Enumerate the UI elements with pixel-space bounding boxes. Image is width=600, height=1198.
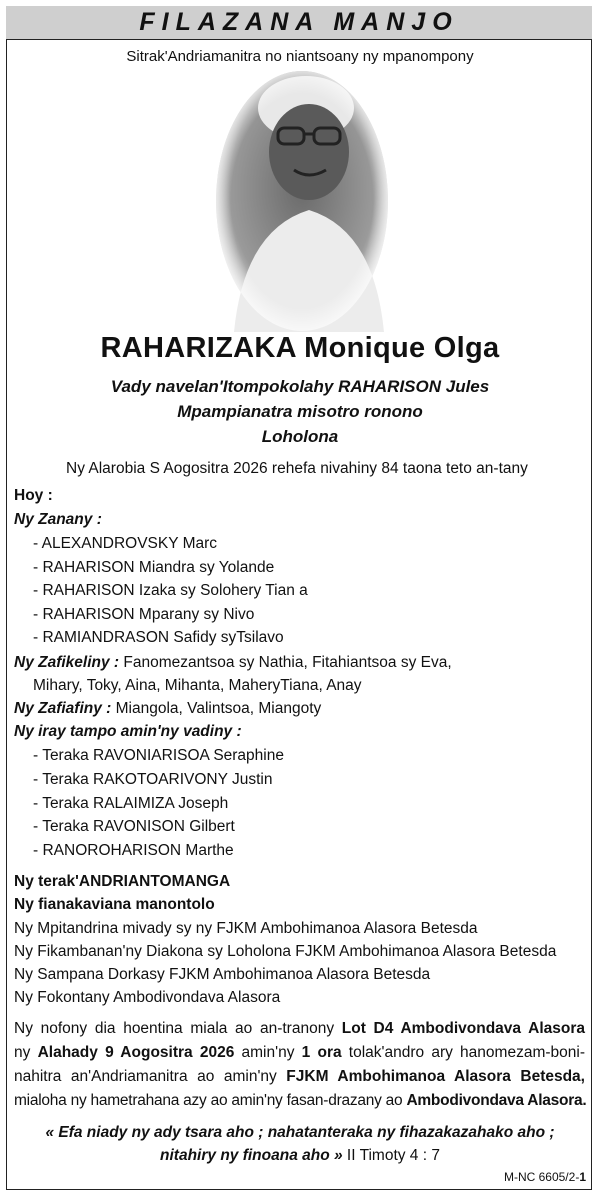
portrait-photo xyxy=(214,70,390,332)
funeral-line-3 xyxy=(14,1068,585,1086)
ad-reference-code: M-NC 6605/2- xyxy=(503,1170,580,1184)
children-label: Ny Zanany : xyxy=(14,511,102,528)
closing-verse-1: « Efa niady ny ady tsara aho ; nahatanteraka ny fihazakazahako aho ; xyxy=(45,1124,555,1141)
child-item: - RAHARISON Miandra sy Yolande xyxy=(33,559,275,576)
grandchildren-names-cont: Mihary, Toky, Aina, Mihanta, MaheryTiana, Anay xyxy=(33,677,362,694)
great-grandchildren-line xyxy=(14,700,321,718)
child-item: - RAHARISON Izaka sy Solohery Tian a xyxy=(33,582,308,599)
funeral-text: tolak'andro ary hanomezam-boni- xyxy=(341,1044,585,1061)
mourner-line: Ny Mpitandrina mivady sy ny FJKM Ambohimanoa Alasora Betesda xyxy=(14,920,478,937)
terak-name: ANDRIANTOMANGA xyxy=(78,873,231,890)
role-elder: Loholona xyxy=(261,427,339,446)
funeral-line-4 xyxy=(14,1092,585,1110)
ad-reference xyxy=(504,1170,586,1184)
great-grandchildren-label: Ny Zafiafiny : xyxy=(14,700,112,717)
funeral-date: Alahady 9 Aogositra 2026 xyxy=(37,1044,235,1061)
funeral-line-1 xyxy=(14,1020,585,1038)
funeral-text: amin'ny xyxy=(234,1044,302,1061)
child-item: - ALEXANDROVSKY Marc xyxy=(33,535,218,552)
terak-prefix: Ny terak' xyxy=(14,873,79,890)
closing-verse-2 xyxy=(0,1147,600,1165)
funeral-text: mialoha ny hametrahana azy ao amin'ny fasan-drazany ao xyxy=(14,1092,407,1109)
sibling-item: - Teraka RALAIMIZA Joseph xyxy=(33,795,229,812)
mourner-line: Ny Fokontany Ambodivondava Alasora xyxy=(14,989,281,1006)
verse-reference: II Timoty 4 : 7 xyxy=(342,1147,440,1164)
ad-reference-number: 1 xyxy=(579,1170,586,1184)
deceased-name: RAHARIZAKA Monique Olga xyxy=(100,332,500,364)
funeral-time: 1 ora xyxy=(301,1044,342,1061)
closing-verse-text: nitahiry ny finoana aho » xyxy=(160,1147,343,1164)
funeral-line-2 xyxy=(14,1044,585,1062)
funeral-text: ny xyxy=(14,1044,38,1061)
mourner-line: Ny Fikambanan'ny Diakona sy Loholona FJKM Ambohimanoa Alasora Betesda xyxy=(14,943,557,960)
sibling-item: - Teraka RAVONIARISOA Seraphine xyxy=(33,747,284,764)
great-grandchildren-names: Miangola, Valintsoa, Miangoty xyxy=(111,700,322,717)
funeral-text: nahitra an'Andriamanitra ao amin'ny xyxy=(14,1068,287,1085)
terak-line xyxy=(14,873,230,891)
funeral-text: Ny nofony dia hoentina miala ao an-tranony xyxy=(14,1020,342,1037)
grandchildren-names: Fanomezantsoa sy Nathia, Fitahiantsoa sy Eva, xyxy=(119,654,452,671)
child-item: - RAHARISON Mparany sy Nivo xyxy=(33,606,255,623)
grandchildren-label: Ny Zafikeliny : xyxy=(14,654,120,671)
siblings-label: Ny iray tampo amin'ny vadiny : xyxy=(14,723,242,740)
mourner-line: Ny Sampana Dorkasy FJKM Ambohimanoa Alasora Betesda xyxy=(14,966,431,983)
role-retired-teacher: Mpampianatra misotro ronono xyxy=(177,402,423,421)
header-banner: FILAZANA MANJO xyxy=(6,6,592,40)
funeral-church: FJKM Ambohimanoa Alasora Betesda, xyxy=(286,1068,585,1085)
spouse-line: Vady navelan'Itompokolahy RAHARISON Jules xyxy=(110,377,490,396)
grandchildren-line xyxy=(14,654,452,672)
sibling-item: - Teraka RAVONISON Gilbert xyxy=(33,818,235,835)
sibling-item: - Teraka RAKOTOARIVONY Justin xyxy=(33,771,273,788)
child-item: - RAMIANDRASON Safidy syTsilavo xyxy=(33,629,284,646)
family-whole: Ny fianakaviana manontolo xyxy=(14,896,215,913)
opening-verse: Sitrak'Andriamanitra no niantsoany ny mpanompony xyxy=(126,48,474,65)
burial-place: Ambodivondava Alasora. xyxy=(406,1092,587,1109)
hoy-label: Hoy : xyxy=(14,487,53,504)
death-notice: Ny Alarobia S Aogositra 2026 rehefa nivahiny 84 taona teto an-tany xyxy=(66,460,528,477)
funeral-home-address: Lot D4 Ambodivondava Alasora xyxy=(341,1020,585,1037)
sibling-item: - RANOROHARISON Marthe xyxy=(33,842,234,859)
